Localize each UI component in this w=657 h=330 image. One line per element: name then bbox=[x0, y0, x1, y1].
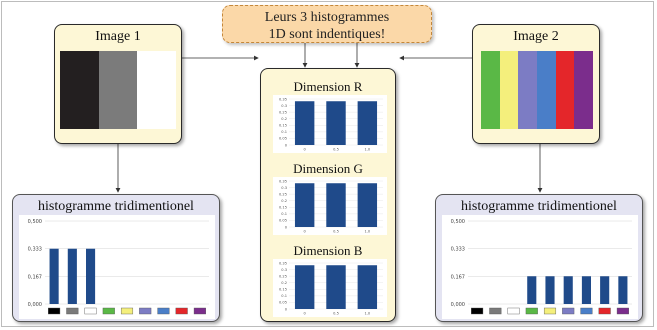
hist-right-title: histogramme tridimentionel bbox=[461, 199, 617, 214]
image2-stripe-3 bbox=[518, 51, 537, 129]
image2-stripe-6 bbox=[574, 51, 593, 129]
hist-right-color-swatch-9 bbox=[617, 308, 629, 314]
hist-left-title: histogramme tridimentionel bbox=[38, 199, 194, 214]
note-line-1: Leurs 3 histogrammes bbox=[264, 10, 390, 25]
dim-b-y-tick: 0.3 bbox=[281, 267, 287, 272]
dim-r-chart bbox=[273, 95, 387, 153]
hist-right-color-swatch-4 bbox=[526, 308, 538, 314]
hist-left-color-swatch-7 bbox=[158, 308, 170, 314]
image2-picture bbox=[481, 51, 593, 129]
dim-g-bar-2 bbox=[326, 183, 345, 227]
dim-r-x-tick: 1.0 bbox=[364, 147, 371, 152]
dim-b-y-tick: 0.25 bbox=[278, 274, 287, 279]
hist-left-bar-1 bbox=[50, 249, 59, 304]
dim-r-y-tick: 0.15 bbox=[278, 123, 287, 128]
dim-r-y-tick: 0.2 bbox=[281, 117, 287, 122]
dim-r-y-tick: 0.25 bbox=[278, 110, 287, 115]
dim-b-y-tick: 0 bbox=[284, 307, 287, 312]
dim-g-y-tick: 0.25 bbox=[278, 192, 287, 197]
dim-r-y-tick: 0 bbox=[284, 143, 287, 148]
dim-r-bar-1 bbox=[295, 101, 314, 145]
hist-right-bar-6 bbox=[564, 276, 573, 304]
hist-left-svg bbox=[19, 215, 215, 319]
hist-right-y-tick: 0,000 bbox=[450, 302, 465, 308]
dim-g-y-tick: 0.35 bbox=[278, 179, 287, 184]
hist-right-y-tick: 0,333 bbox=[450, 246, 465, 253]
image1-stripe-2 bbox=[99, 51, 138, 129]
hist-right-box bbox=[435, 194, 643, 322]
dim-g-svg bbox=[273, 177, 387, 235]
dim-r-title: Dimension R bbox=[293, 79, 363, 94]
hist-left-bar-2 bbox=[68, 249, 77, 304]
dim-r-y-tick: 0.05 bbox=[278, 136, 287, 141]
dim-r-svg bbox=[273, 95, 387, 153]
dim-r-bar-3 bbox=[358, 101, 377, 145]
hist-left-color-swatch-9 bbox=[194, 308, 206, 314]
hist-right-svg bbox=[442, 215, 638, 319]
dim-r-y-tick: 0.35 bbox=[278, 97, 287, 102]
hist-left-bar-3 bbox=[86, 249, 95, 304]
hist-right-color-swatch-7 bbox=[581, 308, 593, 314]
image2-stripe-2 bbox=[500, 51, 519, 129]
dim-b-y-tick: 0.05 bbox=[278, 300, 287, 305]
dim-b-y-tick: 0.35 bbox=[278, 261, 287, 266]
hist-left-color-swatch-8 bbox=[176, 308, 188, 314]
hist-left-y-tick: 0,500 bbox=[27, 219, 42, 225]
dim-g-title: Dimension G bbox=[293, 161, 363, 176]
image2-title: Image 2 bbox=[513, 29, 559, 44]
dim-g-x-tick: 0 bbox=[303, 229, 306, 234]
center-dimensions-box bbox=[260, 68, 396, 322]
hist-right-color-swatch-6 bbox=[562, 308, 574, 314]
dim-b-title: Dimension B bbox=[293, 243, 363, 258]
hist-right-color-swatch-1 bbox=[471, 308, 483, 314]
image2-stripe-5 bbox=[556, 51, 575, 129]
image2-stripe-1 bbox=[481, 51, 500, 129]
dim-r-x-tick: 0.5 bbox=[333, 147, 339, 152]
dim-g-y-tick: 0 bbox=[284, 225, 287, 230]
hist-right-y-tick: 0,167 bbox=[450, 274, 465, 281]
dim-r-x-tick: 0 bbox=[303, 147, 306, 152]
hist-left-color-swatch-6 bbox=[139, 308, 151, 314]
image1-stripe-3 bbox=[137, 51, 176, 129]
dim-b-y-tick: 0.2 bbox=[281, 281, 287, 286]
dim-r-bar-2 bbox=[326, 101, 345, 145]
image1-picture bbox=[60, 51, 176, 129]
hist-right-color-swatch-5 bbox=[544, 308, 556, 314]
image2-stripe-4 bbox=[537, 51, 556, 129]
hist-right-color-swatch-3 bbox=[508, 308, 520, 314]
hist-left-y-tick: 0,333 bbox=[27, 246, 42, 253]
hist-right-chart bbox=[442, 215, 638, 319]
hist-right-bar-9 bbox=[618, 276, 627, 304]
dim-b-x-tick: 0 bbox=[303, 311, 306, 316]
hist-right-bar-8 bbox=[600, 276, 609, 304]
dim-b-x-tick: 0.5 bbox=[333, 311, 339, 316]
image2-box bbox=[472, 24, 600, 144]
note-box bbox=[222, 5, 432, 43]
hist-right-bar-4 bbox=[527, 276, 536, 304]
hist-left-color-swatch-2 bbox=[67, 308, 79, 314]
dim-b-bar-3 bbox=[358, 265, 377, 309]
image1-stripe-1 bbox=[60, 51, 99, 129]
dim-b-x-tick: 1.0 bbox=[364, 311, 371, 316]
dim-g-y-tick: 0.3 bbox=[281, 185, 287, 190]
hist-left-y-tick: 0,000 bbox=[27, 302, 42, 308]
dim-r-y-tick: 0.1 bbox=[281, 130, 287, 135]
hist-right-bar-5 bbox=[545, 276, 554, 304]
dim-b-bar-1 bbox=[295, 265, 314, 309]
hist-right-bar-7 bbox=[582, 276, 591, 304]
image1-title: Image 1 bbox=[95, 29, 141, 44]
dim-b-bar-2 bbox=[326, 265, 345, 309]
dim-g-bar-3 bbox=[358, 183, 377, 227]
dim-g-chart bbox=[273, 177, 387, 235]
hist-left-y-tick: 0,167 bbox=[27, 274, 42, 281]
dim-r-y-tick: 0.3 bbox=[281, 103, 287, 108]
hist-right-y-tick: 0,500 bbox=[450, 219, 465, 225]
hist-left-color-swatch-4 bbox=[103, 308, 115, 314]
dim-b-chart bbox=[273, 259, 387, 317]
image1-box bbox=[54, 24, 182, 144]
dim-g-bar-1 bbox=[295, 183, 314, 227]
hist-right-color-swatch-2 bbox=[490, 308, 502, 314]
dim-b-y-tick: 0.1 bbox=[281, 294, 287, 299]
hist-right-color-swatch-8 bbox=[599, 308, 611, 314]
hist-left-color-swatch-3 bbox=[85, 308, 97, 314]
dim-b-y-tick: 0.15 bbox=[278, 287, 287, 292]
hist-left-color-swatch-5 bbox=[121, 308, 133, 314]
note-line-2: 1D sont indentiques! bbox=[268, 27, 386, 42]
dim-g-x-tick: 1.0 bbox=[364, 229, 371, 234]
dim-g-y-tick: 0.1 bbox=[281, 212, 287, 217]
dim-g-x-tick: 0.5 bbox=[333, 229, 339, 234]
dim-g-y-tick: 0.05 bbox=[278, 218, 287, 223]
hist-left-box bbox=[12, 194, 220, 322]
dim-g-y-tick: 0.2 bbox=[281, 199, 287, 204]
dim-g-y-tick: 0.15 bbox=[278, 205, 287, 210]
hist-left-chart bbox=[19, 215, 215, 319]
hist-left-color-swatch-1 bbox=[48, 308, 60, 314]
dim-b-svg bbox=[273, 259, 387, 317]
